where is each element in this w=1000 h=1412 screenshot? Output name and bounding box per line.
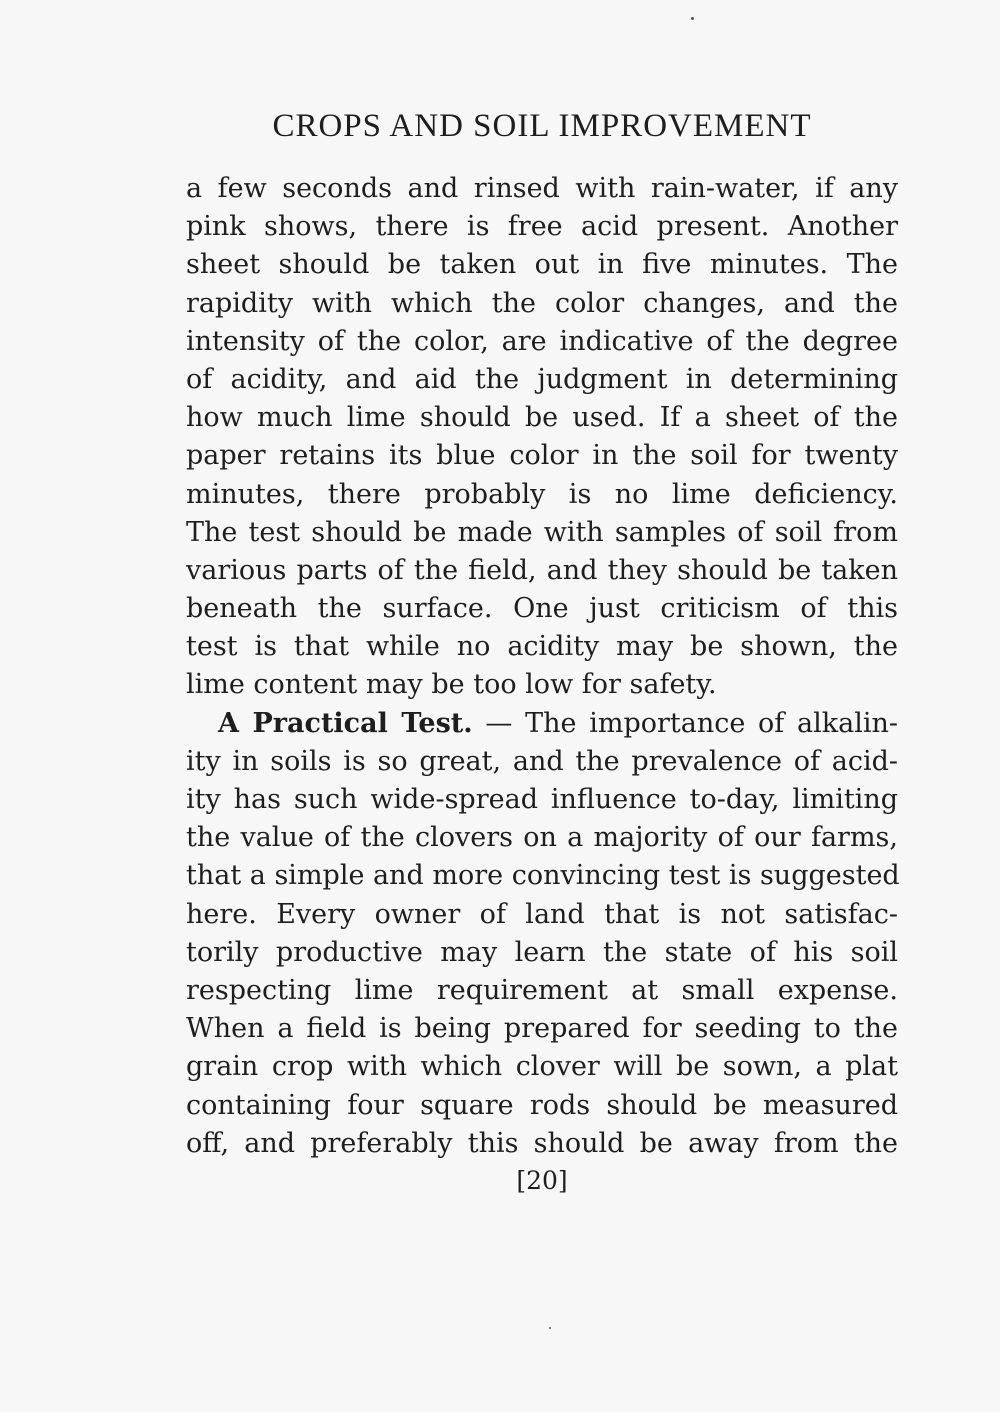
text-line: torily productive may learn the state of his soil [186, 936, 898, 968]
text-line: the value of the clovers on a majority of our farms, [186, 822, 898, 854]
text-line: respecting lime requirement at small expense. [186, 974, 898, 1006]
text-line: The test should be made with samples of soil from [186, 516, 898, 548]
text-line: containing four square rods should be measured [186, 1089, 898, 1121]
text-line: beneath the surface. One just criticism of this [186, 593, 898, 625]
body-text [186, 170, 898, 1163]
text-line: sheet should be taken out in five minutes. The [186, 249, 898, 281]
text-line: of acidity, and aid the judgment in determining [186, 363, 898, 395]
text-line: a few seconds and rinsed with rain-water, if any [186, 173, 898, 204]
page-number: [20] [516, 1166, 568, 1195]
text-line: ity has such wide-spread influence to-day, limiting [186, 784, 898, 815]
section-heading: A Practical Test. [218, 707, 473, 739]
text-line: minutes, there probably is no lime deficiency. [186, 478, 898, 510]
text-line: that a simple and more convincing test is suggested [186, 860, 900, 892]
text-line [186, 705, 898, 743]
text-line: off, and preferably this should be away from the [186, 1127, 898, 1159]
text-line: pink shows, there is free acid present. Another [186, 211, 898, 243]
text-line: how much lime should be used. If a sheet of the [186, 402, 898, 434]
text-line: grain crop with which clover will be sown, a plat [186, 1051, 898, 1083]
text-line: When a field is being prepared for seeding to the [186, 1013, 898, 1045]
text-line: test is that while no acidity may be shown, the [186, 631, 898, 663]
text-line: various parts of the field, and they should be taken [186, 554, 898, 586]
scan-speck [549, 1327, 551, 1329]
text-line: intensity of the color, are indicative of the degree [186, 325, 898, 357]
paragraph-practical-test [186, 705, 898, 1163]
text-line: here. Every owner of land that is not satisfac- [186, 898, 898, 930]
text-line: rapidity with which the color changes, and the [186, 287, 898, 319]
text-line: ity in soils is so great, and the prevalence of acid- [186, 745, 898, 777]
running-head: CROPS AND SOIL IMPROVEMENT [272, 108, 812, 144]
heading-line-rest: — The importance of alkalin- [472, 707, 898, 739]
text-line: paper retains its blue color in the soil for twenty [186, 440, 898, 472]
scan-speck [691, 17, 694, 20]
text-line: lime content may be too low for safety. [186, 669, 717, 701]
paragraph-acidity-test [186, 170, 898, 705]
